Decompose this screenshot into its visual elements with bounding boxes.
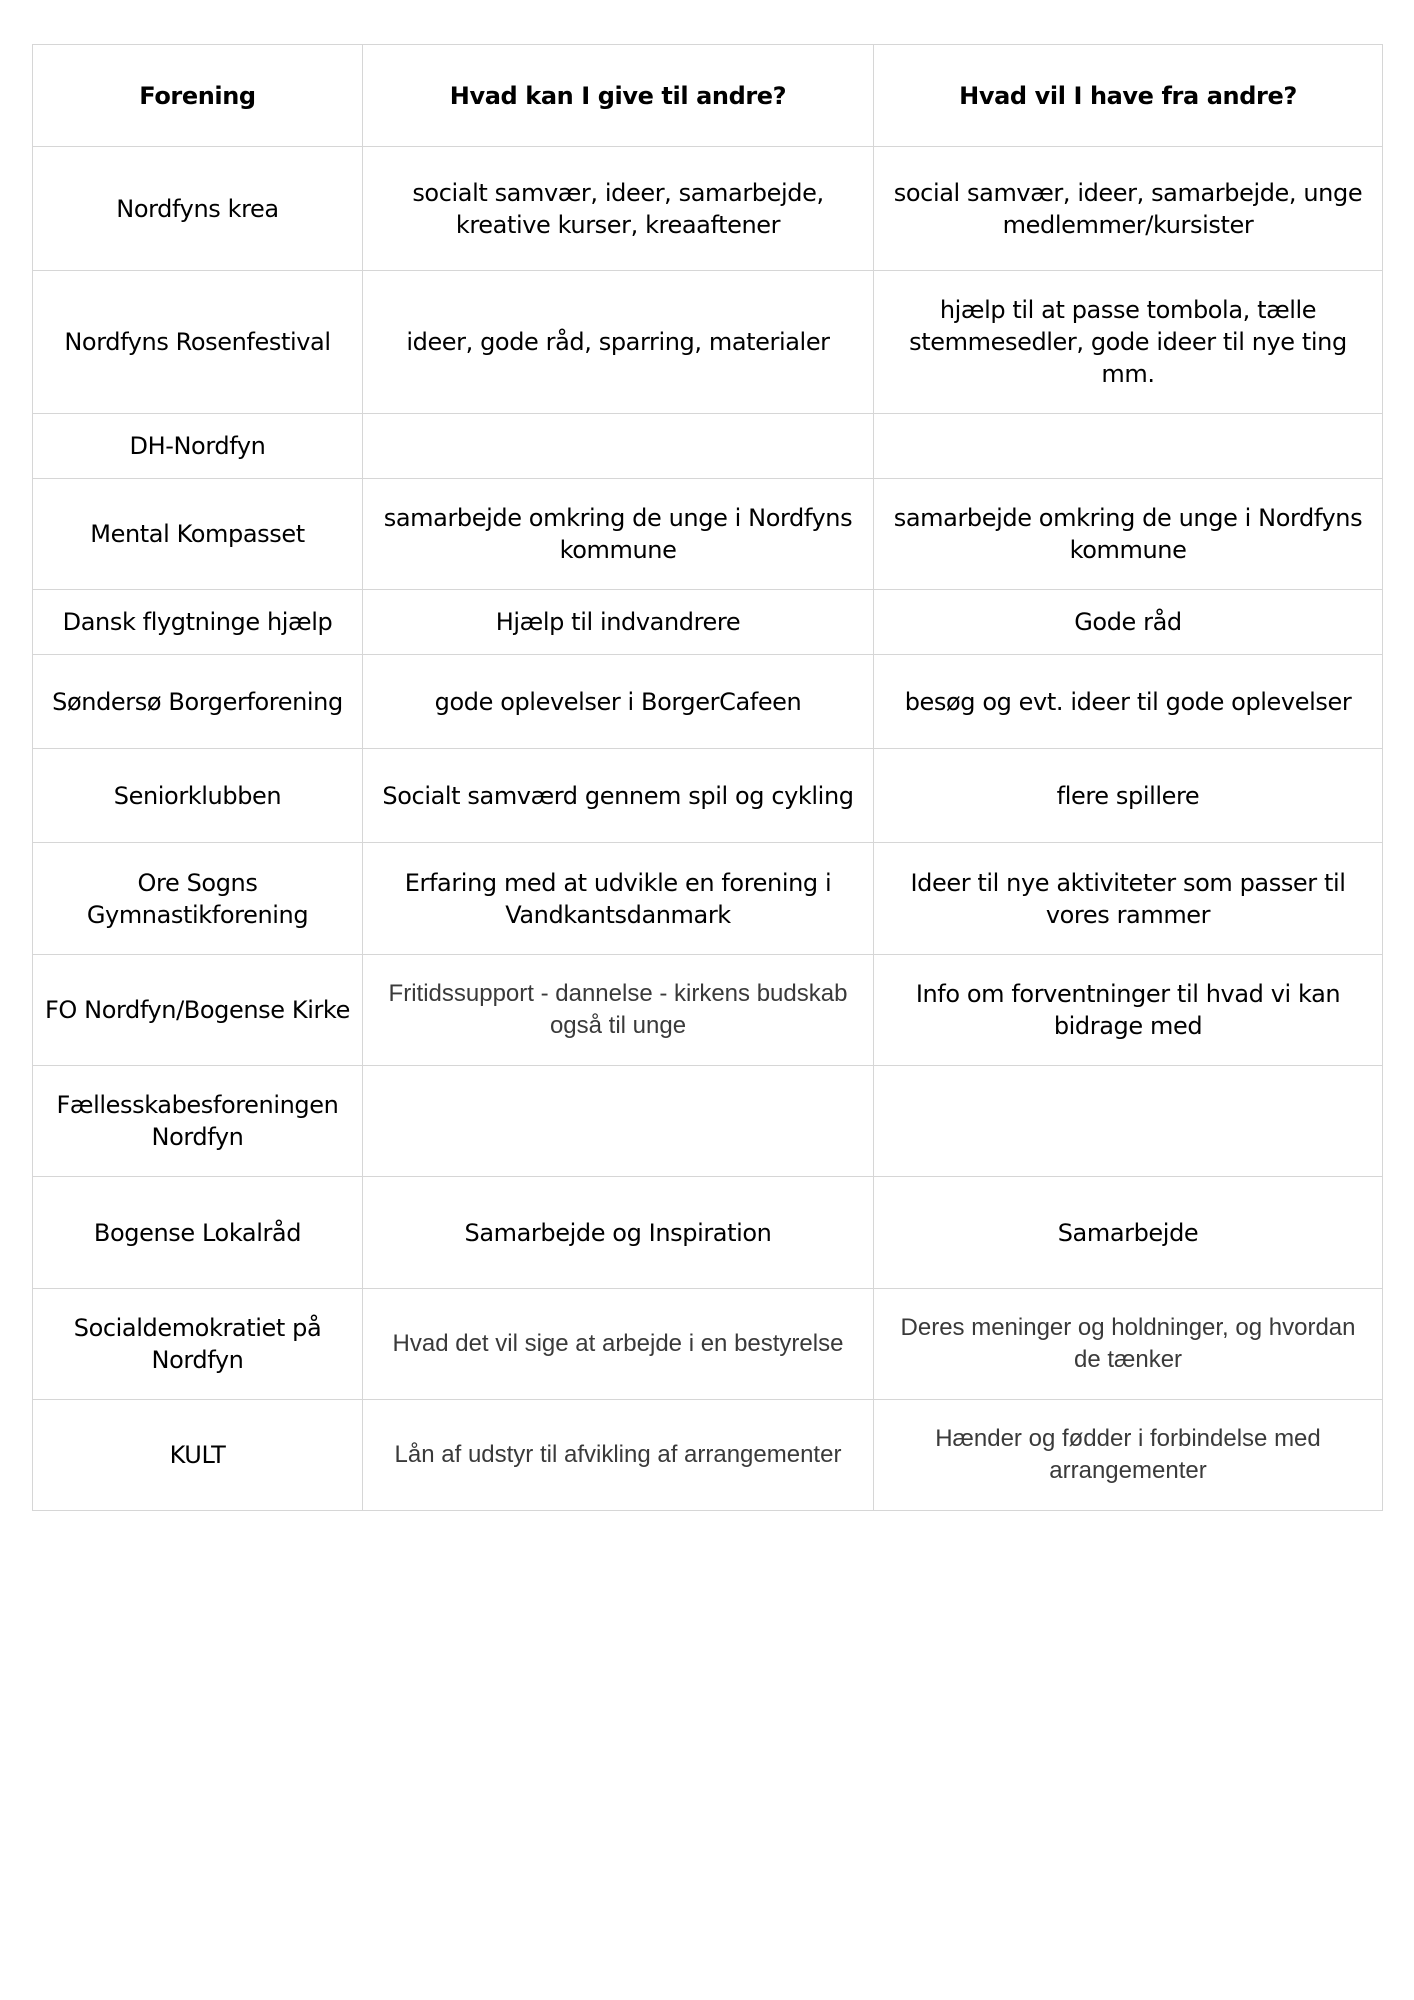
cell-give [363, 1066, 874, 1177]
cell-forening: Dansk flygtninge hjælp [33, 590, 363, 655]
table-row [33, 1400, 1383, 1511]
table-row [33, 147, 1383, 271]
table-row [33, 590, 1383, 655]
header-forening: Forening [33, 45, 363, 147]
cell-give: socialt samvær, ideer, samarbejde, kreative kurser, kreaaftener [363, 147, 874, 271]
table-row [33, 1066, 1383, 1177]
cell-give: Erfaring med at udvikle en forening i Vandkantsdanmark [363, 843, 874, 955]
cell-have: social samvær, ideer, samarbejde, unge medlemmer/kursister [874, 147, 1383, 271]
table-row [33, 655, 1383, 749]
cell-have: Samarbejde [874, 1177, 1383, 1289]
cell-have: Info om forventninger til hvad vi kan bidrage med [874, 955, 1383, 1066]
table-row [33, 1289, 1383, 1400]
cell-forening: Fællesskabesforeningen Nordfyn [33, 1066, 363, 1177]
cell-give: Lån af udstyr til afvikling af arrangementer [363, 1400, 874, 1511]
table-header-row [33, 45, 1383, 147]
cell-have: flere spillere [874, 749, 1383, 843]
cell-give: Hjælp til indvandrere [363, 590, 874, 655]
cell-forening: FO Nordfyn/Bogense Kirke [33, 955, 363, 1066]
cell-forening: Mental Kompasset [33, 479, 363, 590]
table-row [33, 414, 1383, 479]
cell-have: Hænder og fødder i forbindelse med arrangementer [874, 1400, 1383, 1511]
cell-forening: Ore Sogns Gymnastikforening [33, 843, 363, 955]
cell-forening: DH-Nordfyn [33, 414, 363, 479]
cell-give: ideer, gode råd, sparring, materialer [363, 271, 874, 414]
cell-give: Fritidssupport - dannelse - kirkens budskab også til unge [363, 955, 874, 1066]
cell-have: Gode råd [874, 590, 1383, 655]
cell-forening: Nordfyns Rosenfestival [33, 271, 363, 414]
cell-give: Samarbejde og Inspiration [363, 1177, 874, 1289]
cell-have: Ideer til nye aktiviteter som passer til vores rammer [874, 843, 1383, 955]
cell-have: Deres meninger og holdninger, og hvordan de tænker [874, 1289, 1383, 1400]
associations-table [32, 44, 1383, 1511]
table-row [33, 1177, 1383, 1289]
cell-forening: Seniorklubben [33, 749, 363, 843]
cell-give [363, 414, 874, 479]
cell-forening: Bogense Lokalråd [33, 1177, 363, 1289]
cell-forening: Socialdemokratiet på Nordfyn [33, 1289, 363, 1400]
cell-forening: KULT [33, 1400, 363, 1511]
table-row [33, 955, 1383, 1066]
cell-forening: Nordfyns krea [33, 147, 363, 271]
cell-have: hjælp til at passe tombola, tælle stemmesedler, gode ideer til nye ting mm. [874, 271, 1383, 414]
table-row [33, 271, 1383, 414]
cell-have [874, 1066, 1383, 1177]
cell-give: samarbejde omkring de unge i Nordfyns kommune [363, 479, 874, 590]
header-have: Hvad vil I have fra andre? [874, 45, 1383, 147]
cell-give: gode oplevelser i BorgerCafeen [363, 655, 874, 749]
header-give: Hvad kan I give til andre? [363, 45, 874, 147]
cell-forening: Søndersø Borgerforening [33, 655, 363, 749]
table-row [33, 843, 1383, 955]
cell-have [874, 414, 1383, 479]
cell-have: samarbejde omkring de unge i Nordfyns kommune [874, 479, 1383, 590]
cell-give: Hvad det vil sige at arbejde i en bestyrelse [363, 1289, 874, 1400]
table-row [33, 749, 1383, 843]
document-page [32, 44, 1382, 1511]
cell-give: Socialt samværd gennem spil og cykling [363, 749, 874, 843]
cell-have: besøg og evt. ideer til gode oplevelser [874, 655, 1383, 749]
table-row [33, 479, 1383, 590]
